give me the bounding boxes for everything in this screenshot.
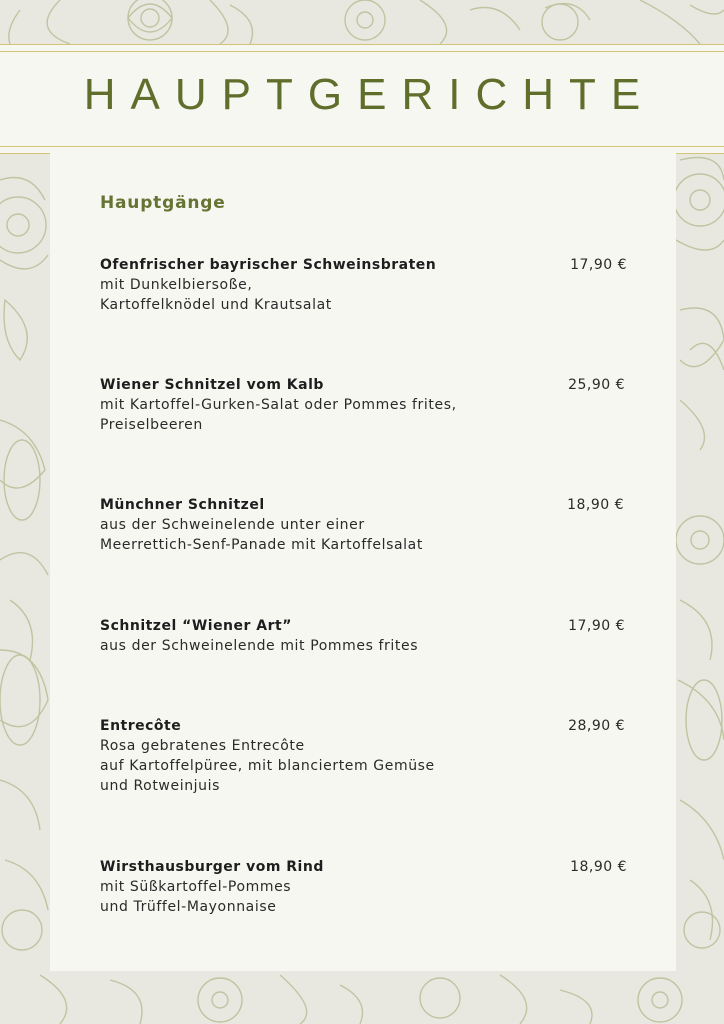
- dish-name: Wiener Schnitzel vom Kalb: [100, 377, 324, 393]
- page-title: HAUPTGERICHTE: [83, 70, 656, 119]
- dish-price: 25,90 €: [568, 377, 625, 393]
- dish-description-line: aus der Schweinelende mit Pommes frites: [100, 638, 419, 654]
- dish-item: [100, 255, 630, 315]
- dish-description-line: Preiselbeeren: [100, 417, 203, 433]
- dish-name: Ofenfrischer bayrischer Schweinsbraten: [100, 257, 437, 273]
- dish-price: 17,90 €: [570, 257, 627, 273]
- dish-price: 18,90 €: [570, 859, 627, 875]
- dish-price: 28,90 €: [568, 718, 625, 734]
- dish-description-line: aus der Schweinelende unter einer: [100, 517, 365, 533]
- dish-price: 17,90 €: [568, 618, 625, 634]
- menu-panel: [50, 153, 676, 971]
- dish-description-line: Rosa gebratenes Entrecôte: [100, 738, 305, 754]
- dish-item: [100, 616, 630, 656]
- dish-description-line: mit Dunkelbiersoße,: [100, 277, 253, 293]
- dish-description-line: mit Kartoffel-Gurken-Salat oder Pommes frites,: [100, 397, 457, 413]
- dish-item: [100, 495, 630, 555]
- dish-item: [100, 857, 630, 917]
- dish-item: [100, 716, 630, 796]
- dish-name: Wirsthausburger vom Rind: [100, 859, 324, 875]
- dish-description-line: auf Kartoffelpüree, mit blanciertem Gemüse: [100, 758, 435, 774]
- section-heading: Hauptgänge: [100, 193, 226, 213]
- dish-name: Schnitzel “Wiener Art”: [100, 618, 292, 634]
- dish-item: [100, 375, 630, 435]
- dish-name: Entrecôte: [100, 718, 182, 734]
- dish-description-line: Kartoffelknödel und Krautsalat: [100, 297, 332, 313]
- dish-description-line: mit Süßkartoffel-Pommes: [100, 879, 292, 895]
- dish-description-line: und Trüffel-Mayonnaise: [100, 899, 277, 915]
- dish-name: Münchner Schnitzel: [100, 497, 265, 513]
- dish-description-line: Meerrettich-Senf-Panade mit Kartoffelsalat: [100, 537, 423, 553]
- dish-price: 18,90 €: [567, 497, 624, 513]
- dish-description-line: und Rotweinjuis: [100, 778, 221, 794]
